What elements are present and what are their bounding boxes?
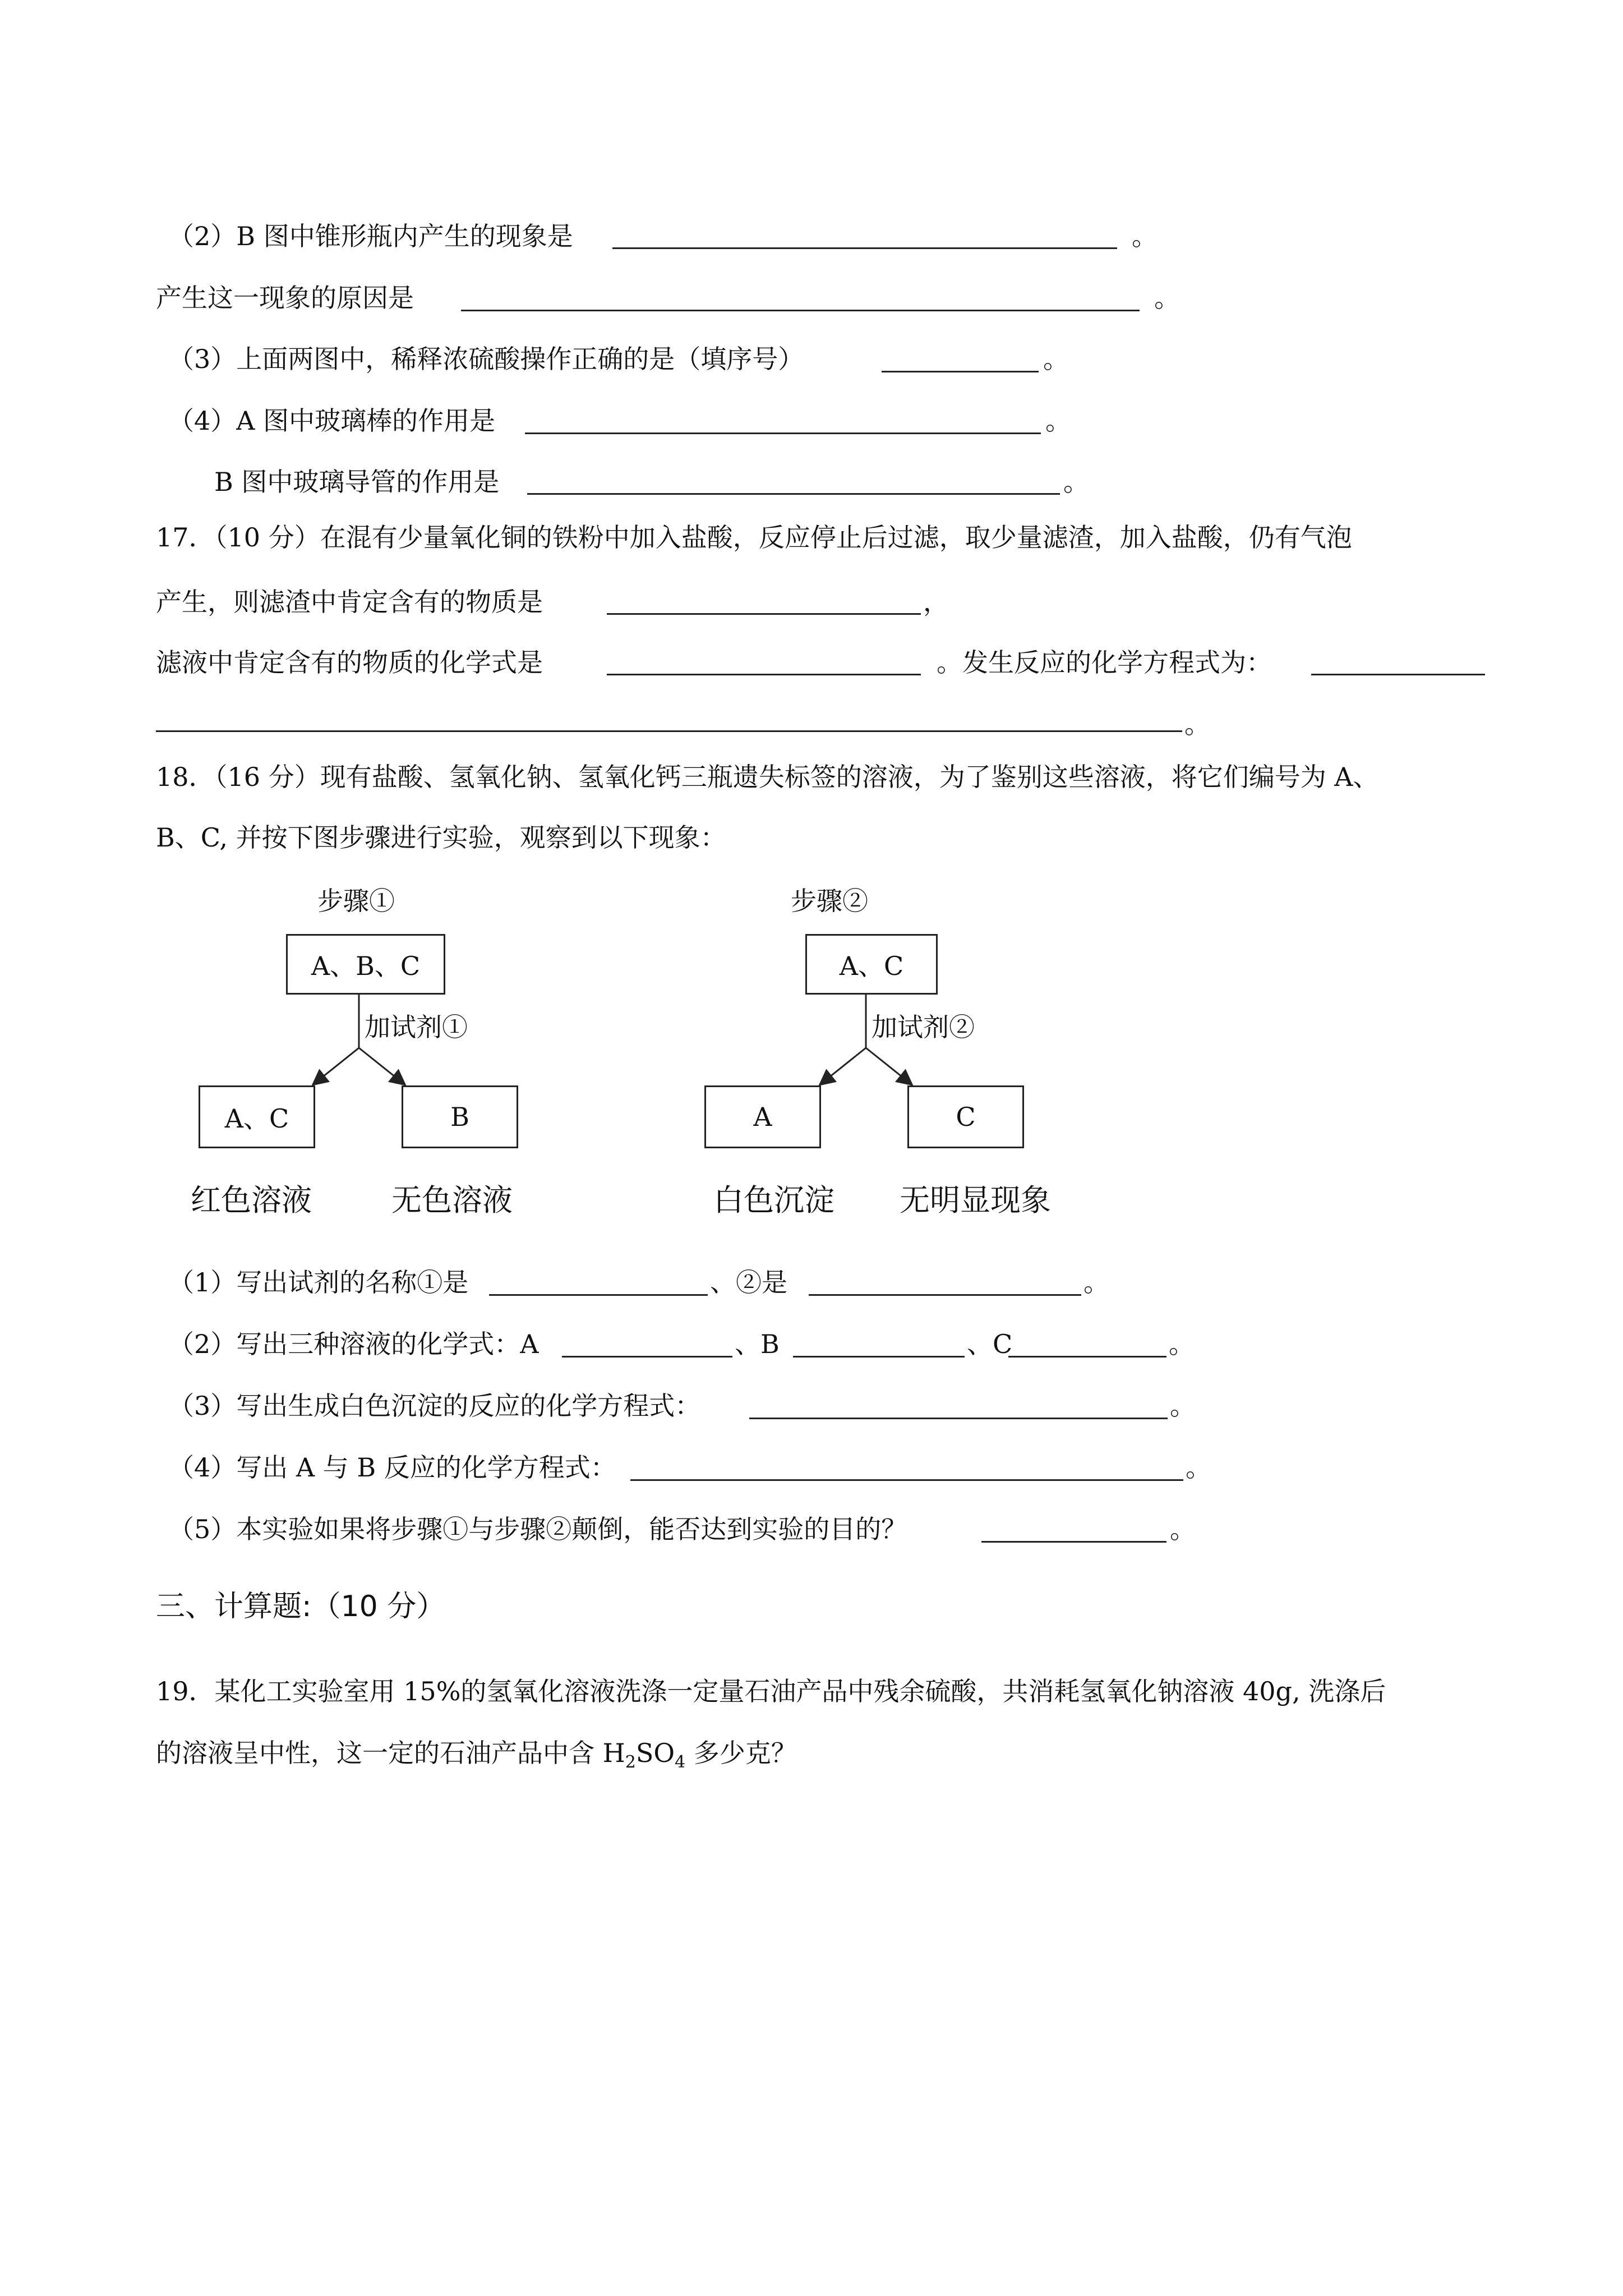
q17-line2-end: ，	[923, 587, 949, 617]
step2-title: 步骤②	[791, 886, 868, 916]
q18-s3-label: （3）写出生成白色沉淀的反应的化学方程式：	[168, 1391, 701, 1421]
step1-right-label: B	[450, 1102, 469, 1132]
q16-part4b-blank[interactable]	[527, 493, 1060, 495]
q19-line2-post: 多少克？	[693, 1738, 797, 1768]
step2-reagent: 加试剂②	[872, 1012, 975, 1042]
q18-s1-label: （1）写出试剂的名称①是	[168, 1267, 469, 1297]
q17-line3-label: 滤液中肯定含有的物质的化学式是	[156, 647, 543, 678]
q19-line2	[156, 1740, 797, 1771]
step1-top-label: A、B、C	[311, 951, 421, 981]
q16-reason-blank[interactable]	[461, 310, 1140, 311]
q17-residue-blank[interactable]	[607, 613, 921, 615]
q18-reagent2-blank[interactable]	[809, 1294, 1081, 1296]
step1-left-result: 红色溶液	[191, 1182, 312, 1218]
q16-part2-end: 。	[1132, 221, 1158, 251]
q19-so: SO	[635, 1738, 675, 1768]
q16-part2-blank[interactable]	[612, 247, 1117, 249]
q17-equation-blank-1[interactable]	[1311, 674, 1485, 675]
q18-s3-blank[interactable]	[749, 1418, 1168, 1419]
q18-s4-blank[interactable]	[630, 1479, 1183, 1481]
step1-reagent: 加试剂①	[365, 1012, 468, 1042]
step2-left-box	[704, 1085, 821, 1148]
q18-formula-c-blank[interactable]	[1008, 1356, 1166, 1358]
q18-s4-end: 。	[1186, 1452, 1211, 1483]
step2-right-box	[907, 1085, 1024, 1148]
q17-line1: 17．（10 分）在混有少量氧化铜的铁粉中加入盐酸，反应停止后过滤，取少量滤渣，加入盐酸，仍有气泡	[156, 522, 1352, 553]
q18-s1-end: 。	[1083, 1267, 1109, 1297]
q18-s1-mid: 、②是	[710, 1267, 787, 1297]
step2-left-result: 白色沉淀	[713, 1182, 834, 1218]
q18-s3-end: 。	[1170, 1391, 1196, 1421]
q16-part2-label: （2）B 图中锥形瓶内产生的现象是	[168, 221, 573, 251]
q18-s2-b: 、B	[735, 1329, 780, 1359]
q16-part4b-end: 。	[1063, 467, 1089, 497]
q18-reagent1-blank[interactable]	[489, 1294, 708, 1296]
step1-arrow-right	[359, 1048, 404, 1084]
q16-part3-blank[interactable]	[882, 371, 1039, 372]
step2-arrow-left	[821, 1048, 866, 1084]
step1-left-label: A、C	[224, 1103, 289, 1134]
q16-part4a-label: （4）A 图中玻璃棒的作用是	[168, 406, 496, 436]
q16-part4b-label: B 图中玻璃导管的作用是	[214, 467, 500, 497]
q17-line2-label: 产生，则滤渣中肯定含有的物质是	[156, 587, 543, 617]
step1-right-result: 无色溶液	[391, 1182, 513, 1218]
q18-s5-blank[interactable]	[981, 1541, 1166, 1543]
q19-sub-2: 2	[625, 1752, 636, 1772]
q18-s4-label: （4）写出 A 与 B 反应的化学方程式：	[168, 1452, 616, 1483]
q18-s5-end: 。	[1170, 1514, 1196, 1544]
q18-line2: B、C, 并按下图步骤进行实验，观察到以下现象：	[156, 822, 726, 853]
q19-line2-pre: 的溶液呈中性，这一定的石油产品中含 H	[156, 1738, 625, 1768]
step2-top-label: A、C	[839, 951, 904, 981]
step1-right-box	[402, 1085, 518, 1148]
q18-s2-end: 。	[1169, 1329, 1195, 1359]
q18-s2-label: （2）写出三种溶液的化学式：A	[168, 1329, 539, 1359]
q17-equation-blank-2[interactable]	[156, 730, 1182, 732]
q16-part4a-blank[interactable]	[525, 432, 1041, 434]
step1-arrow-left	[314, 1048, 359, 1084]
q17-filtrate-blank[interactable]	[607, 674, 921, 675]
q18-s5-label: （5）本实验如果将步骤①与步骤②颠倒，能否达到实验的目的？	[168, 1514, 907, 1544]
q17-line3-mid: 。发生反应的化学方程式为：	[937, 647, 1272, 678]
q16-reason-end: 。	[1154, 283, 1180, 313]
step2-top-box	[805, 934, 938, 995]
q16-part3-end: 。	[1043, 344, 1069, 374]
step1-left-box	[199, 1085, 315, 1148]
step1-title: 步骤①	[317, 886, 395, 916]
q18-s2-c: 、C	[967, 1329, 1013, 1359]
q18-formula-b-blank[interactable]	[793, 1356, 965, 1358]
q17-line4-end: 。	[1184, 709, 1210, 739]
step1-top-box	[286, 934, 445, 995]
q19-sub-4: 4	[675, 1752, 686, 1772]
q16-part3-label: （3）上面两图中，稀释浓硫酸操作正确的是（填序号）	[168, 344, 804, 374]
section3-heading: 三、计算题:（10 分）	[156, 1590, 446, 1623]
step2-right-result: 无明显现象	[900, 1182, 1051, 1218]
step2-arrow-right	[866, 1048, 911, 1084]
step2-left-label: A	[753, 1102, 772, 1132]
q19-line1: 19．某化工实验室用 15%的氢氧化溶液洗涤一定量石油产品中残余硫酸，共消耗氢氧化钠溶液 40g, 洗涤后	[156, 1676, 1386, 1706]
q16-part4a-end: 。	[1045, 406, 1071, 436]
q18-formula-a-blank[interactable]	[562, 1356, 732, 1358]
q16-reason-label: 产生这一现象的原因是	[156, 283, 414, 313]
step2-right-label: C	[956, 1102, 976, 1132]
q18-line1: 18．（16 分）现有盐酸、氢氧化钠、氢氧化钙三瓶遗失标签的溶液，为了鉴别这些溶液，将它们编号为 A、	[156, 762, 1379, 792]
